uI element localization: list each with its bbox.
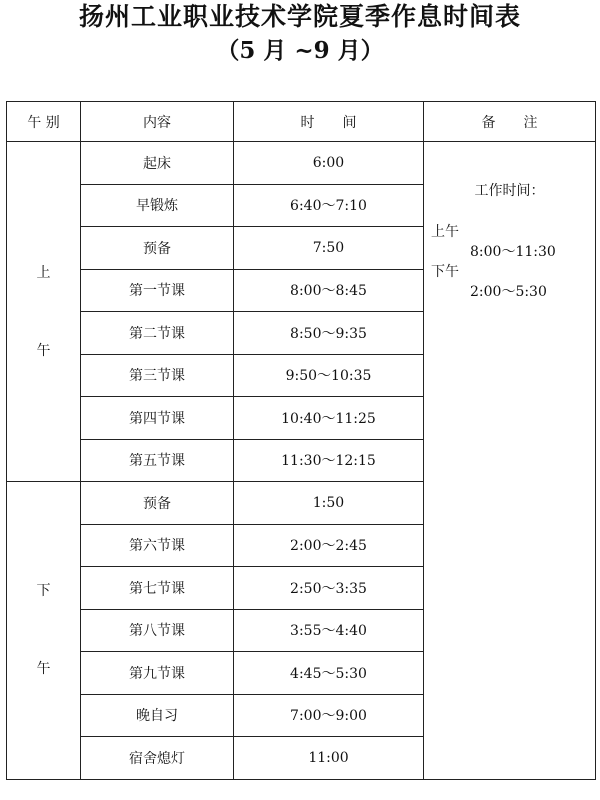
row-time: 6:40～7:10	[234, 184, 424, 227]
row-item: 晚自习	[81, 694, 234, 737]
row-time: 6:00	[234, 142, 424, 185]
row-item: 宿舍熄灯	[81, 737, 234, 780]
period-afternoon	[7, 482, 81, 780]
row-time: 10:40～11:25	[234, 397, 424, 440]
page-title: 扬州工业职业技术学院夏季作息时间表	[78, 2, 521, 31]
header-period: 午 别	[7, 102, 81, 142]
period-afternoon-bottom: 午	[36, 661, 51, 678]
row-item: 早锻炼	[81, 184, 234, 227]
row-time: 2:00～2:45	[234, 524, 424, 567]
row-time: 11:00	[234, 737, 424, 780]
notes-pm-time: 2:00～5:30	[470, 284, 547, 300]
notes-cell	[424, 142, 596, 780]
row-time: 7:00～9:00	[234, 694, 424, 737]
row-time: 3:55～4:40	[234, 609, 424, 652]
row-item: 起床	[81, 142, 234, 185]
notes-am-label: 上午	[431, 224, 459, 240]
row-item: 第四节课	[81, 397, 234, 440]
table-row	[7, 142, 596, 185]
row-item: 第九节课	[81, 652, 234, 695]
notes-pm-label: 下午	[431, 264, 459, 280]
row-item: 第七节课	[81, 567, 234, 610]
notes-am-time: 8:00～11:30	[470, 244, 556, 260]
row-time: 2:50～3:35	[234, 567, 424, 610]
row-item: 预备	[81, 227, 234, 270]
row-item: 第五节课	[81, 439, 234, 482]
header-note: 备 注	[424, 102, 596, 142]
row-time: 8:00～8:45	[234, 269, 424, 312]
schedule-table	[6, 101, 596, 780]
row-item: 第二节课	[81, 312, 234, 355]
row-item: 预备	[81, 482, 234, 525]
period-afternoon-top: 下	[36, 583, 51, 600]
table-header-row	[7, 102, 596, 142]
period-morning	[7, 142, 81, 482]
notes-heading: 工作时间：	[474, 183, 545, 199]
header-item: 内容	[81, 102, 234, 142]
row-item: 第八节课	[81, 609, 234, 652]
row-item: 第三节课	[81, 354, 234, 397]
row-time: 7:50	[234, 227, 424, 270]
row-time: 11:30～12:15	[234, 439, 424, 482]
row-item: 第六节课	[81, 524, 234, 567]
row-item: 第一节课	[81, 269, 234, 312]
header-time: 时 间	[234, 102, 424, 142]
row-time: 4:45～5:30	[234, 652, 424, 695]
period-morning-bottom: 午	[36, 342, 51, 359]
row-time: 8:50～9:35	[234, 312, 424, 355]
page-subtitle: （5 月 ~9 月）	[216, 37, 384, 64]
period-morning-top: 上	[36, 264, 51, 281]
row-time: 1:50	[234, 482, 424, 525]
row-time: 9:50～10:35	[234, 354, 424, 397]
